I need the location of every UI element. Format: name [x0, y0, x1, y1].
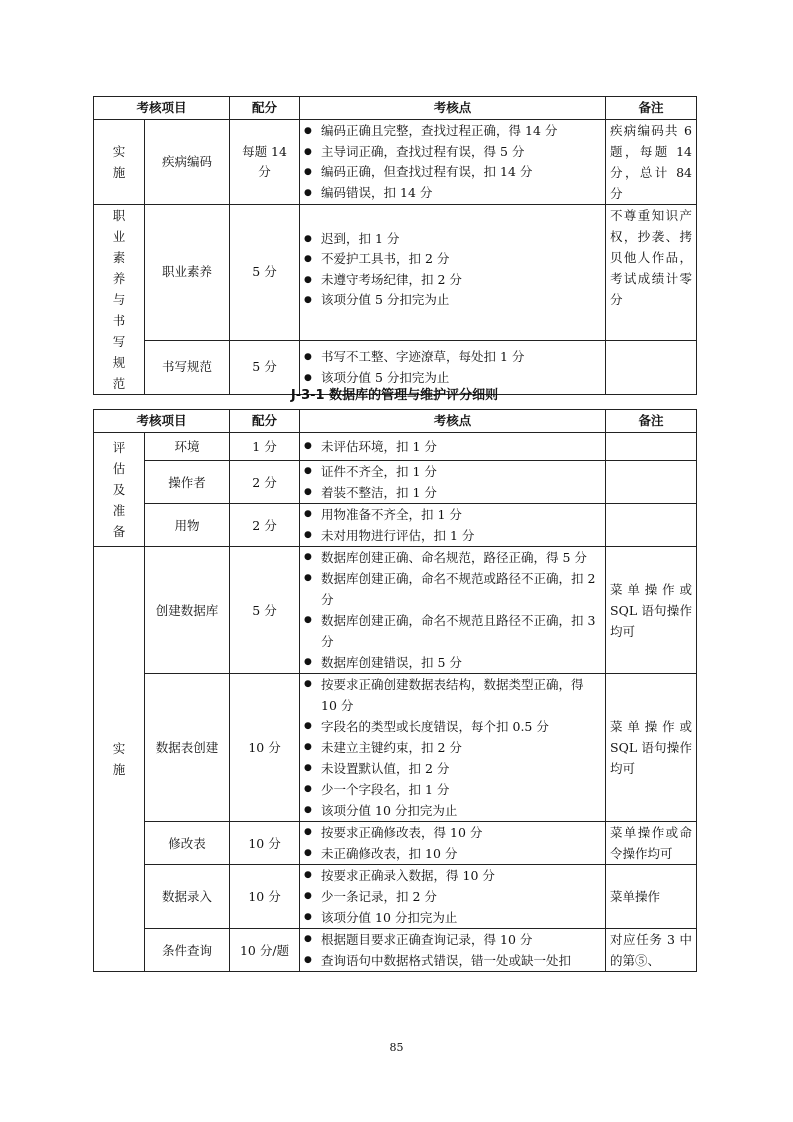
category-cell [94, 120, 145, 205]
point-item: ● 数据库创建正确，命名不规范且路径不正确，扣 3 分 [304, 610, 601, 652]
point-item: ● 该项分值 10 分扣完为止 [304, 800, 601, 821]
point-item: ● 证件不齐全，扣 1 分 [304, 461, 601, 482]
table-row [94, 865, 697, 929]
score-cell: 5 分 [230, 205, 300, 341]
score-cell: 5 分 [230, 547, 300, 674]
item-cell: 创建数据库 [145, 547, 230, 674]
point-item: ● 用物准备不齐全，扣 1 分 [304, 504, 601, 525]
table-row [94, 433, 697, 461]
point-item: ● 字段名的类型或长度错误，每个扣 0.5 分 [304, 716, 601, 737]
score-cell: 10 分 [230, 865, 300, 929]
note-cell: 不尊重知识产权，抄袭、拷贝他人作品，考试成绩计零分 [606, 205, 697, 341]
note-cell: 对应任务 3 中的第⑤、 [606, 929, 697, 972]
point-item: ● 编码正确且完整，查找过程正确，得 14 分 [304, 121, 601, 142]
item-cell: 操作者 [145, 461, 230, 504]
note-cell: 菜单操作或命令操作均可 [606, 822, 697, 865]
table-row [94, 461, 697, 504]
point-item: ● 未正确修改表，扣 10 分 [304, 843, 601, 864]
table-row [94, 929, 697, 972]
score-cell: 每题 14 分 [230, 120, 300, 205]
note-cell [606, 433, 697, 461]
table-row [94, 504, 697, 547]
category-label: 评估及准备 [112, 440, 126, 539]
point-item: ● 少一个字段名，扣 1 分 [304, 779, 601, 800]
item-cell: 数据表创建 [145, 674, 230, 822]
point-item: ● 迟到，扣 1 分 [304, 229, 601, 250]
table-title: J-3-1 数据库的管理与维护评分细则 [290, 388, 499, 403]
point-item: ● 查询语句中数据格式错误，错一处或缺一处扣 [304, 950, 601, 971]
score-cell: 10 分 [230, 822, 300, 865]
point-item: ● 根据题目要求正确查询记录，得 10 分 [304, 929, 601, 950]
category-cell [94, 205, 145, 395]
scoring-table-2 [93, 409, 697, 972]
point-item: ● 书写不工整、字迹潦草，每处扣 1 分 [304, 347, 601, 368]
item-cell: 数据录入 [145, 865, 230, 929]
table-row [94, 205, 697, 341]
table-row [94, 547, 697, 674]
point-item: ● 主导词正确，查找过程有误，得 5 分 [304, 142, 601, 163]
point-item: ● 少一条记录，扣 2 分 [304, 886, 601, 907]
item-cell: 书写规范 [145, 341, 230, 395]
header-cell: 考核点 [300, 410, 606, 433]
category-label: 职业素养与书写规范 [112, 208, 126, 391]
note-cell: 菜单操作或 SQL 语句操作均可 [606, 547, 697, 674]
table-row [94, 822, 697, 865]
points-cell [300, 120, 606, 205]
point-item: ● 未评估环境，扣 1 分 [304, 436, 601, 457]
score-cell: 2 分 [230, 504, 300, 547]
table-row [94, 120, 697, 205]
points-cell [300, 674, 606, 822]
points-cell [300, 205, 606, 341]
point-item: ● 编码正确，但查找过程有误，扣 14 分 [304, 162, 601, 183]
header-row [94, 97, 697, 120]
point-item: ● 该项分值 5 分扣完为止 [304, 290, 601, 311]
note-cell: 菜单操作或 SQL 语句操作均可 [606, 674, 697, 822]
point-item: ● 按要求正确创建数据表结构，数据类型正确，得 10 分 [304, 674, 601, 716]
points-cell [300, 547, 606, 674]
point-item: ● 着装不整洁，扣 1 分 [304, 482, 601, 503]
scoring-table-1 [93, 96, 697, 395]
item-cell: 职业素养 [145, 205, 230, 341]
points-cell [300, 461, 606, 504]
score-cell: 5 分 [230, 341, 300, 395]
note-cell [606, 461, 697, 504]
points-cell [300, 504, 606, 547]
note-cell: 疾病编码共 6 题，每题 14 分，总计 84 分 [606, 120, 697, 205]
point-item: ● 数据库创建正确、命名规范，路径正确，得 5 分 [304, 547, 601, 568]
point-item: ● 未设置默认值，扣 2 分 [304, 758, 601, 779]
header-cell: 考核项目 [94, 97, 230, 120]
table-row [94, 674, 697, 822]
point-item: ● 该项分值 5 分扣完为止 [304, 368, 601, 389]
point-item: ● 该项分值 10 分扣完为止 [304, 907, 601, 928]
point-item: ● 未对用物进行评估，扣 1 分 [304, 525, 601, 546]
item-cell: 条件查询 [145, 929, 230, 972]
item-cell: 用物 [145, 504, 230, 547]
point-item: ● 数据库创建正确，命名不规范或路径不正确，扣 2 分 [304, 568, 601, 610]
item-cell: 疾病编码 [145, 120, 230, 205]
point-item: ● 数据库创建错误，扣 5 分 [304, 652, 601, 673]
point-item: ● 不爱护工具书，扣 2 分 [304, 249, 601, 270]
header-cell: 备注 [606, 97, 697, 120]
category-cell [94, 433, 145, 547]
score-cell: 2 分 [230, 461, 300, 504]
header-cell: 考核点 [300, 97, 606, 120]
header-cell: 配分 [230, 410, 300, 433]
score-cell: 1 分 [230, 433, 300, 461]
points-cell [300, 433, 606, 461]
score-cell: 10 分/题 [230, 929, 300, 972]
item-cell: 修改表 [145, 822, 230, 865]
note-cell: 菜单操作 [606, 865, 697, 929]
point-item: ● 编码错误，扣 14 分 [304, 183, 601, 204]
point-item: ● 按要求正确修改表，得 10 分 [304, 822, 601, 843]
header-row [94, 410, 697, 433]
point-item: ● 未遵守考场纪律，扣 2 分 [304, 270, 601, 291]
point-item: ● 按要求正确录入数据，得 10 分 [304, 865, 601, 886]
category-label: 实施 [112, 144, 126, 180]
item-cell: 环境 [145, 433, 230, 461]
category-label: 实施 [112, 741, 126, 777]
category-cell [94, 547, 145, 972]
points-cell [300, 929, 606, 972]
points-cell [300, 822, 606, 865]
header-cell: 考核项目 [94, 410, 230, 433]
points-cell [300, 865, 606, 929]
score-cell: 10 分 [230, 674, 300, 822]
header-cell: 配分 [230, 97, 300, 120]
header-cell: 备注 [606, 410, 697, 433]
point-item: ● 未建立主键约束，扣 2 分 [304, 737, 601, 758]
note-cell [606, 504, 697, 547]
page-number: 85 [389, 1041, 404, 1054]
